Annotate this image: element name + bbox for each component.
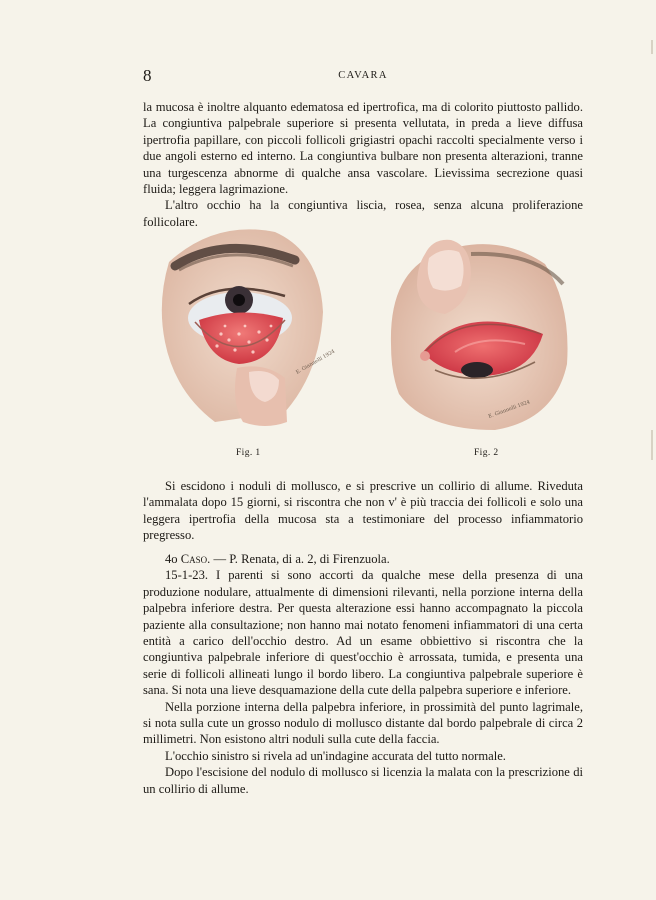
page-header	[143, 66, 583, 86]
case-word: Caso.	[180, 552, 211, 566]
paragraph: Si escidono i noduli di mollusco, e si prescrive un collirio di allume. Riveduta l'ammalata dopo 15 giorni, si riscontra che non v' è più traccia dei follicoli e solo una leggera ipertrofia della mucosa sta a testimoniare del processo infiammatorio pregresso.	[143, 479, 583, 543]
figure-2	[385, 234, 573, 434]
paragraph: la mucosa è inoltre alquanto edematosa ed ipertrofica, ma di colorito piuttosto pallido. La congiuntiva palpebrale superiore si presenta vellutata, in preda a lieve diffusa ipertrofia papillare, con piccoli follicoli grigiastri opachi raccolti specialmente verso i due angoli esterno ed interno. La congiuntiva bulbare non presenta alterazioni, tranne una turgescenza abnorme di qualche ansa vascolare. Lievissima secrezione quasi fluida; leggera lagrimazione.	[143, 100, 583, 197]
paragraph: 15-1-23. I parenti si sono accorti da qualche mese della presenza di una produzione nodulare, attualmente di dimensioni rilevanti, nella porzione interna della palpebra inferiore destra. Per questa alterazione essi hanno accompagnato la piccola paziente alla consultazione; non hanno mai notato fenomeni infiammatori di una certa entità a carico dell'occhio destro. Ad un esame obbiettivo si riscontra che la congiuntiva palpebrale inferiore di quest'occhio è arrossata, tumida, e presenta una serie di follicoli allineati lungo il bordo libero. La congiuntiva palpebrale superiore è sana. Si nota una lieve desquamazione della cute della palpebra superiore e inferiore.	[143, 568, 583, 698]
scan-edge-mark	[651, 40, 653, 54]
running-head: CAVARA	[338, 70, 388, 81]
case-heading	[143, 551, 583, 567]
case-4-block	[143, 551, 583, 797]
middle-text-block	[143, 478, 583, 544]
page-number: 8	[143, 66, 152, 85]
paragraph: L'altro occhio ha la congiuntiva liscia, rosea, senza alcuna proliferazione follicolare.	[143, 198, 583, 229]
figure-1-signature: E. Giannelli 1924	[295, 348, 337, 376]
case-patient: — P. Renata, di a. 2, di Firenzuola.	[210, 552, 390, 566]
figure-1-caption: Fig. 1	[236, 448, 261, 458]
case-ordinal: 4o	[165, 552, 178, 566]
figure-1-illustration	[155, 222, 337, 432]
paragraph: Nella porzione interna della palpebra inferiore, in prossimità del punto lagrimale, si nota sulla cute un grosso nodulo di mollusco distante dal bordo palpebrale di circa 2 millimetri. Non esistono altri noduli sulla cute della faccia.	[143, 699, 583, 747]
figure-1	[155, 222, 337, 432]
top-text-block	[143, 99, 583, 230]
scan-edge-mark	[651, 430, 653, 460]
paragraph: L'occhio sinistro si rivela ad un'indagine accurata del tutto normale.	[165, 748, 506, 763]
figure-2-illustration	[385, 234, 573, 434]
paragraph: Dopo l'escisione del nodulo di mollusco si licenzia la malata con la prescrizione di un collirio di allume.	[143, 765, 583, 796]
figure-2-caption: Fig. 2	[474, 448, 499, 458]
figure-2-signature: E. Giannelli 1924	[487, 399, 531, 420]
